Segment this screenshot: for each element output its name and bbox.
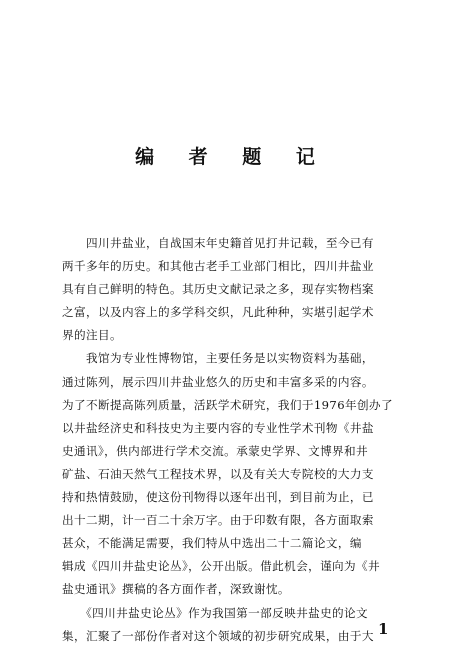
text-line: 矿盐、石油天然气工程技术界，以及有关大专院校的大力支 <box>62 466 374 481</box>
text-line: 之富，以及内容上的多学科交织，凡此种种，实堪引起学术 <box>62 305 374 320</box>
body-text <box>62 232 414 648</box>
text-line: 以井盐经济史和科技史为主要内容的专业性学术刊物《井盐 <box>62 420 374 435</box>
text-line: 甚众，不能满足需要，我们特从中选出二十二篇论文，编 <box>62 536 362 551</box>
text-line: 盐史通讯》撰稿的各方面作者，深致谢忱。 <box>62 582 290 597</box>
text-line: 两千多年的历史。和其他古老手工业部门相比，四川井盐业 <box>62 259 374 274</box>
text-line: 史通讯》，供内部进行学术交流。承蒙史学界、文博界和井 <box>62 443 369 458</box>
text-line: 持和热情鼓励，使这份刊物得以逐年出刊，到目前为止，已 <box>62 490 374 505</box>
text-line: 为了不断提高陈列质量，活跃学术研究，我们于1976年创办了 <box>62 397 393 412</box>
text-line: 我馆为专业性博物馆，主要任务是以实物资料为基础， <box>62 351 374 366</box>
page-number: 1 <box>378 620 389 638</box>
text-line: 四川井盐业，自战国末年史籍首见打井记载，至今已有 <box>62 236 374 250</box>
text-line: 界的注目。 <box>62 328 122 343</box>
text-line: 辑成《四川井盐史论丛》，公开出版。借此机会，谨向为《井 <box>62 559 381 574</box>
text-line: 《四川井盐史论丛》作为我国第一部反映井盐史的论文 <box>62 605 369 620</box>
text-line: 出十二期，计一百二十余万字。由于印数有限，各方面取索 <box>62 513 374 528</box>
page-title: 编 者 题 记 <box>135 146 329 168</box>
text-line: 集，汇聚了一部份作者对这个领域的初步研究成果，由于大 <box>62 628 374 643</box>
text-line: 通过陈列，展示四川井盐业悠久的历史和丰富多采的内容。 <box>62 374 374 389</box>
text-line: 具有自己鲜明的特色。其历史文献记录之多，现存实物档案 <box>62 282 374 297</box>
